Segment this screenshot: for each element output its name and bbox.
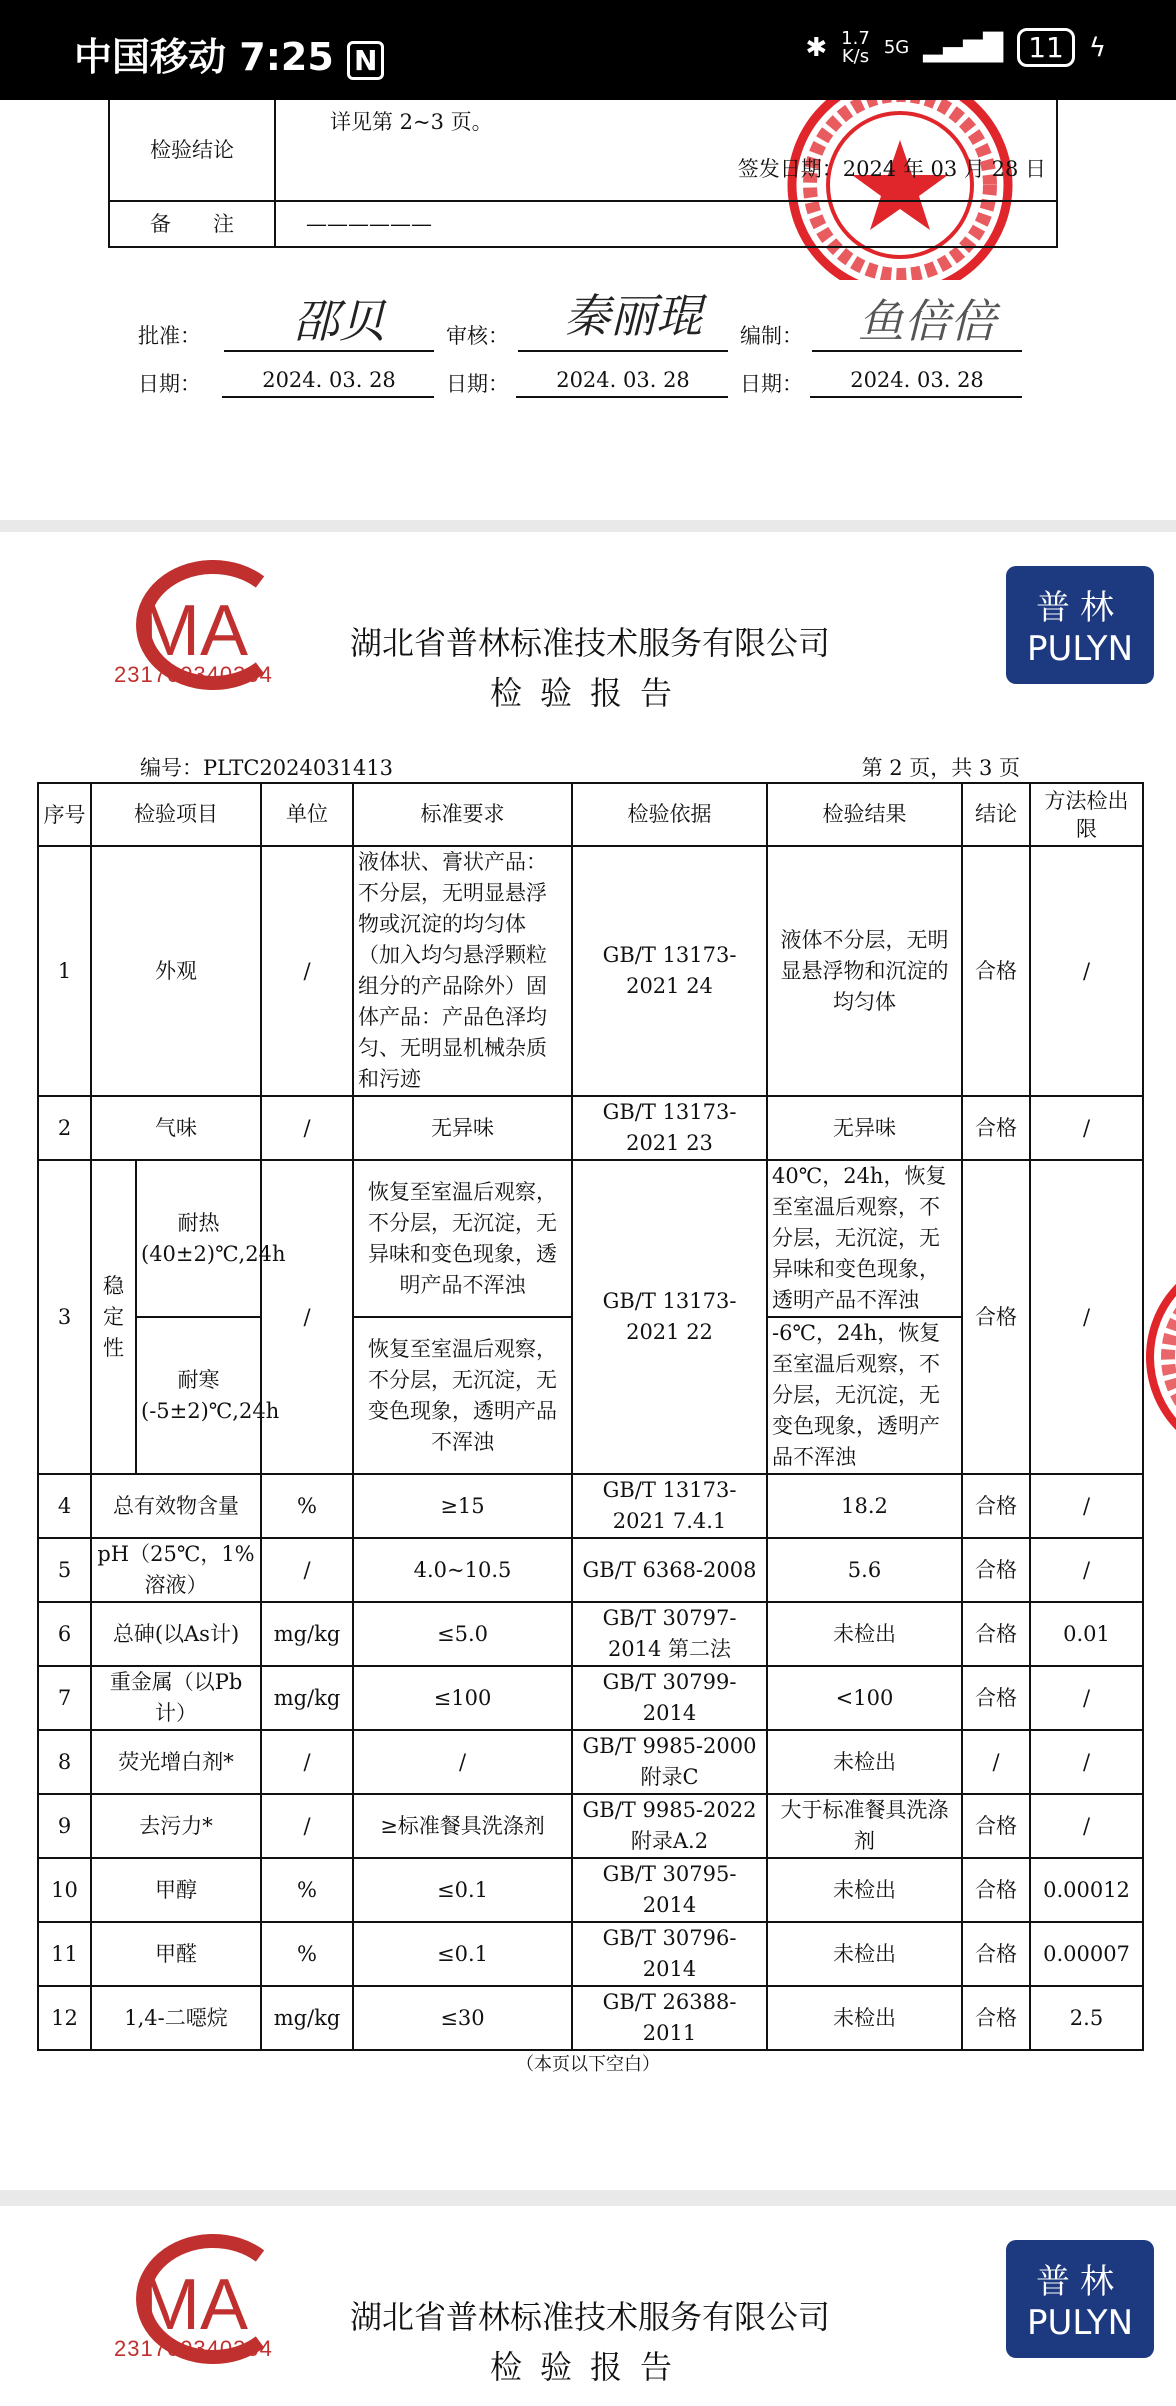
report-number: 编号：PLTC2024031413 <box>140 756 394 780</box>
review-label: 审核： <box>446 324 509 348</box>
conclusion-text: 详见第 2~3 页。 <box>330 110 493 134</box>
conclusion: 合格 <box>962 1160 1030 1474</box>
test-basis: GB/T 13173-2021 7.4.1 <box>572 1474 767 1538</box>
approve-date-label: 日期： <box>138 372 201 396</box>
unit: % <box>261 1922 353 1986</box>
conclusion: / <box>962 1730 1030 1794</box>
table-header <box>38 783 1143 846</box>
nfc-icon: N <box>347 41 384 80</box>
conclusion: 合格 <box>962 1538 1030 1602</box>
compile-label: 编制： <box>740 324 803 348</box>
row-number: 5 <box>38 1538 91 1602</box>
test-result: 液体不分层，无明显悬浮物和沉淀的均匀体 <box>767 846 962 1096</box>
table-row <box>38 1986 1143 2050</box>
test-item: 甲醇 <box>91 1858 261 1922</box>
conclusion: 合格 <box>962 1922 1030 1986</box>
table-row <box>38 1730 1143 1794</box>
column-header-requirement: 标准要求 <box>353 783 572 846</box>
unit: / <box>261 846 353 1096</box>
signal-icon: ▂▄▆█ <box>923 32 1004 63</box>
requirement: ≥标准餐具洗涤剂 <box>353 1794 572 1858</box>
conclusion: 合格 <box>962 1858 1030 1922</box>
compile-signature: 鱼倍倍 <box>858 294 996 348</box>
table-row <box>38 1096 1143 1160</box>
detection-limit: 2.5 <box>1030 1986 1143 2050</box>
test-result: 5.6 <box>767 1538 962 1602</box>
detection-limit: / <box>1030 1160 1143 1474</box>
table-row <box>38 1666 1143 1730</box>
row-number: 9 <box>38 1794 91 1858</box>
remarks-label: 备 注 <box>109 201 275 247</box>
requirement: 恢复至室温后观察，不分层，无沉淀，无异味和变色现象，透明产品不浑浊 <box>353 1160 572 1317</box>
requirement: ≥15 <box>353 1474 572 1538</box>
review-date: 2024. 03. 28 <box>556 368 690 392</box>
review-date-label: 日期： <box>446 372 509 396</box>
test-basis: GB/T 6368-2008 <box>572 1538 767 1602</box>
conclusion: 合格 <box>962 1602 1030 1666</box>
row-number: 12 <box>38 1986 91 2050</box>
detection-limit: 0.00007 <box>1030 1922 1143 1986</box>
detection-limit: 0.01 <box>1030 1602 1143 1666</box>
test-result: 未检出 <box>767 1602 962 1666</box>
detection-limit: / <box>1030 1096 1143 1160</box>
test-item: 重金属（以Pb计） <box>91 1666 261 1730</box>
unit: / <box>261 1096 353 1160</box>
review-signature: 秦丽琨 <box>564 289 702 343</box>
unit: mg/kg <box>261 1986 353 2050</box>
test-basis: GB/T 30797-2014 第二法 <box>572 1602 767 1666</box>
approve-date: 2024. 03. 28 <box>262 368 396 392</box>
detection-limit: 0.00012 <box>1030 1858 1143 1922</box>
status-bar <box>0 0 1176 100</box>
test-result: 未检出 <box>767 1730 962 1794</box>
detection-limit: / <box>1030 1730 1143 1794</box>
test-basis: GB/T 9985-2022 附录A.2 <box>572 1794 767 1858</box>
test-result: -6℃，24h，恢复至室温后观察，不分层，无沉淀，无变色现象，透明产品不浑浊 <box>767 1317 962 1474</box>
page-3 <box>0 2206 1176 2406</box>
table-row <box>38 1160 1143 1317</box>
test-item: 荧光增白剂* <box>91 1730 261 1794</box>
test-result: 无异味 <box>767 1096 962 1160</box>
test-basis: GB/T 13173-2021 22 <box>572 1160 767 1474</box>
test-basis: GB/T 30796-2014 <box>572 1922 767 1986</box>
battery-icon: 11 <box>1017 28 1075 67</box>
column-header-unit: 单位 <box>261 783 353 846</box>
table-row <box>38 1922 1143 1986</box>
test-result: <100 <box>767 1666 962 1730</box>
requirement: ≤5.0 <box>353 1602 572 1666</box>
detection-limit: / <box>1030 846 1143 1096</box>
table-row <box>38 1794 1143 1858</box>
requirement: 4.0~10.5 <box>353 1538 572 1602</box>
table-row <box>38 846 1143 1096</box>
test-basis: GB/T 30799-2014 <box>572 1666 767 1730</box>
report-title: 检验报告 <box>489 674 690 712</box>
test-result: 18.2 <box>767 1474 962 1538</box>
bluetooth-icon: ✱ <box>805 32 828 63</box>
company-name: 湖北省普林标准技术服务有限公司 <box>349 2298 830 2336</box>
column-header-basis: 检验依据 <box>572 783 767 846</box>
test-basis: GB/T 30795-2014 <box>572 1858 767 1922</box>
requirement: / <box>353 1730 572 1794</box>
pulyn-logo: 普林 PULYN <box>1006 2240 1154 2358</box>
approve-signature: 邵贝 <box>293 294 385 348</box>
approve-label: 批准： <box>138 324 201 348</box>
cma-code: 231700340364 <box>114 662 273 687</box>
requirement: 无异味 <box>353 1096 572 1160</box>
row-number: 1 <box>38 846 91 1096</box>
test-item: 总有效物含量 <box>91 1474 261 1538</box>
requirement: ≤0.1 <box>353 1858 572 1922</box>
network-speed: 1.7 K/s <box>841 27 870 67</box>
test-result: 未检出 <box>767 1922 962 1986</box>
inspection-table <box>37 782 1144 2051</box>
conclusion: 合格 <box>962 1474 1030 1538</box>
unit: % <box>261 1858 353 1922</box>
row-number: 11 <box>38 1922 91 1986</box>
unit: mg/kg <box>261 1666 353 1730</box>
conclusion-label: 检验结论 <box>109 100 275 201</box>
page-2 <box>0 532 1176 2190</box>
pulyn-logo: 普林 PULYN <box>1006 566 1154 684</box>
row-number: 2 <box>38 1096 91 1160</box>
row-number: 10 <box>38 1858 91 1922</box>
requirement: ≤30 <box>353 1986 572 2050</box>
report-title: 检验报告 <box>489 2348 690 2386</box>
unit: % <box>261 1474 353 1538</box>
test-result: 未检出 <box>767 1858 962 1922</box>
column-header-limit: 方法检出限 <box>1030 783 1143 846</box>
clock: 7:25 <box>239 35 334 79</box>
carrier: 中国移动 <box>74 35 227 79</box>
requirement: ≤0.1 <box>353 1922 572 1986</box>
unit: / <box>261 1794 353 1858</box>
requirement: 恢复至室温后观察，不分层，无沉淀，无变色现象，透明产品不浑浊 <box>353 1317 572 1474</box>
row-number: 8 <box>38 1730 91 1794</box>
row-number: 7 <box>38 1666 91 1730</box>
compile-date-label: 日期： <box>740 372 803 396</box>
compile-date: 2024. 03. 28 <box>850 368 984 392</box>
row-number: 3 <box>38 1160 91 1474</box>
conclusion: 合格 <box>962 1794 1030 1858</box>
svg-text:MA: MA <box>140 2265 248 2345</box>
detection-limit: / <box>1030 1474 1143 1538</box>
partial-seal <box>1140 1252 1176 1462</box>
row-number: 4 <box>38 1474 91 1538</box>
unit: mg/kg <box>261 1602 353 1666</box>
conclusion: 合格 <box>962 846 1030 1096</box>
page-1 <box>0 100 1176 520</box>
detection-limit: / <box>1030 1538 1143 1602</box>
column-header-result: 检验结果 <box>767 783 962 846</box>
test-item: 1,4-二噁烷 <box>91 1986 261 2050</box>
conclusion-table <box>108 100 1058 248</box>
test-basis: GB/T 13173-2021 23 <box>572 1096 767 1160</box>
test-result: 未检出 <box>767 1986 962 2050</box>
table-row <box>38 1602 1143 1666</box>
table-row <box>38 1858 1143 1922</box>
table-row <box>38 1538 1143 1602</box>
requirement: 液体状、膏状产品：不分层，无明显悬浮物或沉淀的均匀体（加入均匀悬浮颗粒组分的产品除外）固体产品：产品色泽均匀、无明显机械杂质和污迹 <box>353 846 572 1096</box>
conclusion: 合格 <box>962 1096 1030 1160</box>
test-item: 去污力* <box>91 1794 261 1858</box>
test-result: 40℃，24h，恢复至室温后观察，不分层，无沉淀，无异味和变色现象，透明产品不浑浊 <box>767 1160 962 1317</box>
detection-limit: / <box>1030 1794 1143 1858</box>
test-result: 大于标准餐具洗涤剂 <box>767 1794 962 1858</box>
conclusion: 合格 <box>962 1666 1030 1730</box>
column-header-conclusion: 结论 <box>962 783 1030 846</box>
test-item: 总砷(以As计) <box>91 1602 261 1666</box>
column-header-item: 检验项目 <box>91 783 261 846</box>
test-item: 甲醛 <box>91 1922 261 1986</box>
svg-text:MA: MA <box>140 591 248 671</box>
unit: / <box>261 1160 353 1474</box>
page-info: 第 2 页，共 3 页 <box>861 756 1020 780</box>
sub-item: 耐寒(-5±2)℃,24h <box>136 1317 261 1474</box>
remarks-value: —————— <box>275 201 1057 247</box>
row-number: 6 <box>38 1602 91 1666</box>
cma-code: 231700340364 <box>114 2336 273 2361</box>
network-type: 5G <box>883 37 910 58</box>
charging-icon: ϟ <box>1088 32 1106 63</box>
sub-item: 耐热(40±2)℃,24h <box>136 1160 261 1317</box>
detection-limit: / <box>1030 1666 1143 1730</box>
issue-date: 签发日期：2024 年 03 月 28 日 <box>737 157 1046 181</box>
test-basis: GB/T 9985-2000 附录C <box>572 1730 767 1794</box>
test-item: 外观 <box>91 846 261 1096</box>
conclusion: 合格 <box>962 1986 1030 2050</box>
requirement: ≤100 <box>353 1666 572 1730</box>
test-item: 稳定性 <box>91 1160 136 1474</box>
table-row <box>38 1474 1143 1538</box>
test-basis: GB/T 13173-2021 24 <box>572 846 767 1096</box>
test-basis: GB/T 26388-2011 <box>572 1986 767 2050</box>
column-header-no: 序号 <box>38 783 91 846</box>
test-item: pH（25℃，1%溶液） <box>91 1538 261 1602</box>
blank-note: （本页以下空白） <box>516 2054 660 2075</box>
test-item: 气味 <box>91 1096 261 1160</box>
unit: / <box>261 1730 353 1794</box>
unit: / <box>261 1538 353 1602</box>
company-name: 湖北省普林标准技术服务有限公司 <box>349 624 830 662</box>
